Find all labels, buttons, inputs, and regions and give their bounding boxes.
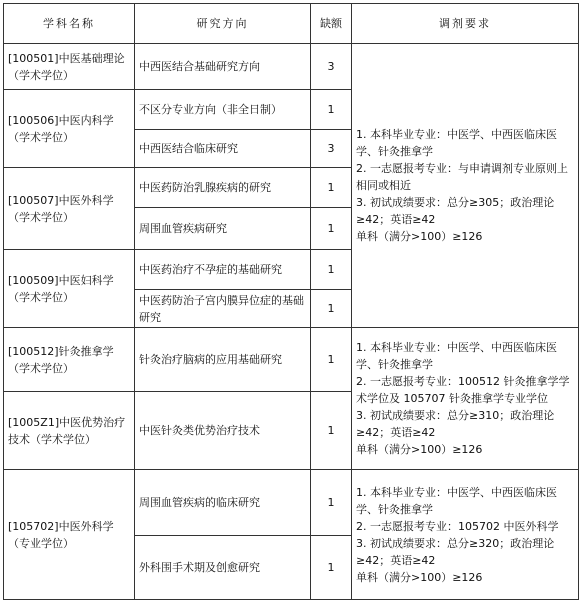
quota-cell: 1 <box>311 392 352 470</box>
requirement-cell: 1. 本科毕业专业：中医学、中西医临床医学、针灸推拿学 2. 一志愿报考专业：100512 针灸推拿学学术学位及 105707 针灸推拿学专业学位 3. 初试成绩要求：总分≥310；政治理论≥42；英语≥42 单科（满分>100）≥126 <box>352 328 579 470</box>
quota-cell: 3 <box>311 130 352 168</box>
direction-cell: 不区分专业方向（非全日制） <box>135 90 311 130</box>
requirement-cell: 1. 本科毕业专业：中医学、中西医临床医学、针灸推拿学 2. 一志愿报考专业：105702 中医外科学 3. 初试成绩要求：总分≥320；政治理论≥42；英语≥42 单科（满分>100）≥126 <box>352 470 579 600</box>
header-quota: 缺额 <box>311 4 352 44</box>
subject-cell: [100507]中医外科学（学术学位） <box>4 168 135 250</box>
quota-cell: 1 <box>311 536 352 600</box>
header-row <box>4 4 579 44</box>
quota-cell: 1 <box>311 290 352 328</box>
header-direction: 研究方向 <box>135 4 311 44</box>
direction-cell: 中医药治疗不孕症的基础研究 <box>135 250 311 290</box>
subject-cell: [1005Z1]中医优势治疗技术（学术学位） <box>4 392 135 470</box>
page-container <box>3 3 579 600</box>
header-subject: 学科名称 <box>4 4 135 44</box>
quota-cell: 1 <box>311 328 352 392</box>
table-row <box>4 44 579 90</box>
table-row <box>4 328 579 392</box>
direction-cell: 外科围手术期及创愈研究 <box>135 536 311 600</box>
direction-cell: 中医针灸类优势治疗技术 <box>135 392 311 470</box>
quota-cell: 1 <box>311 208 352 250</box>
direction-cell: 中医药防治乳腺疾病的研究 <box>135 168 311 208</box>
quota-cell: 1 <box>311 90 352 130</box>
quota-cell: 3 <box>311 44 352 90</box>
direction-cell: 中西医结合基础研究方向 <box>135 44 311 90</box>
direction-cell: 针灸治疗脑病的应用基础研究 <box>135 328 311 392</box>
subject-cell: [100501]中医基础理论（学术学位） <box>4 44 135 90</box>
subject-cell: [100512]针灸推拿学（学术学位） <box>4 328 135 392</box>
subject-cell: [100506]中医内科学（学术学位） <box>4 90 135 168</box>
direction-cell: 周围血管疾病研究 <box>135 208 311 250</box>
requirement-cell: 1. 本科毕业专业：中医学、中西医临床医学、针灸推拿学 2. 一志愿报考专业：与申请调剂专业原则上相同或相近 3. 初试成绩要求：总分≥305；政治理论≥42；英语≥42 单科（满分>100）≥126 <box>352 44 579 328</box>
subject-cell: [105702]中医外科学（专业学位） <box>4 470 135 600</box>
direction-cell: 周围血管疾病的临床研究 <box>135 470 311 536</box>
header-requirement: 调剂要求 <box>352 4 579 44</box>
quota-cell: 1 <box>311 168 352 208</box>
direction-cell: 中西医结合临床研究 <box>135 130 311 168</box>
quota-cell: 1 <box>311 250 352 290</box>
quota-cell: 1 <box>311 470 352 536</box>
direction-cell: 中医药防治子宫内膜异位症的基础研究 <box>135 290 311 328</box>
subject-cell: [100509]中医妇科学（学术学位） <box>4 250 135 328</box>
table-row <box>4 470 579 536</box>
adjustment-table <box>3 3 579 600</box>
